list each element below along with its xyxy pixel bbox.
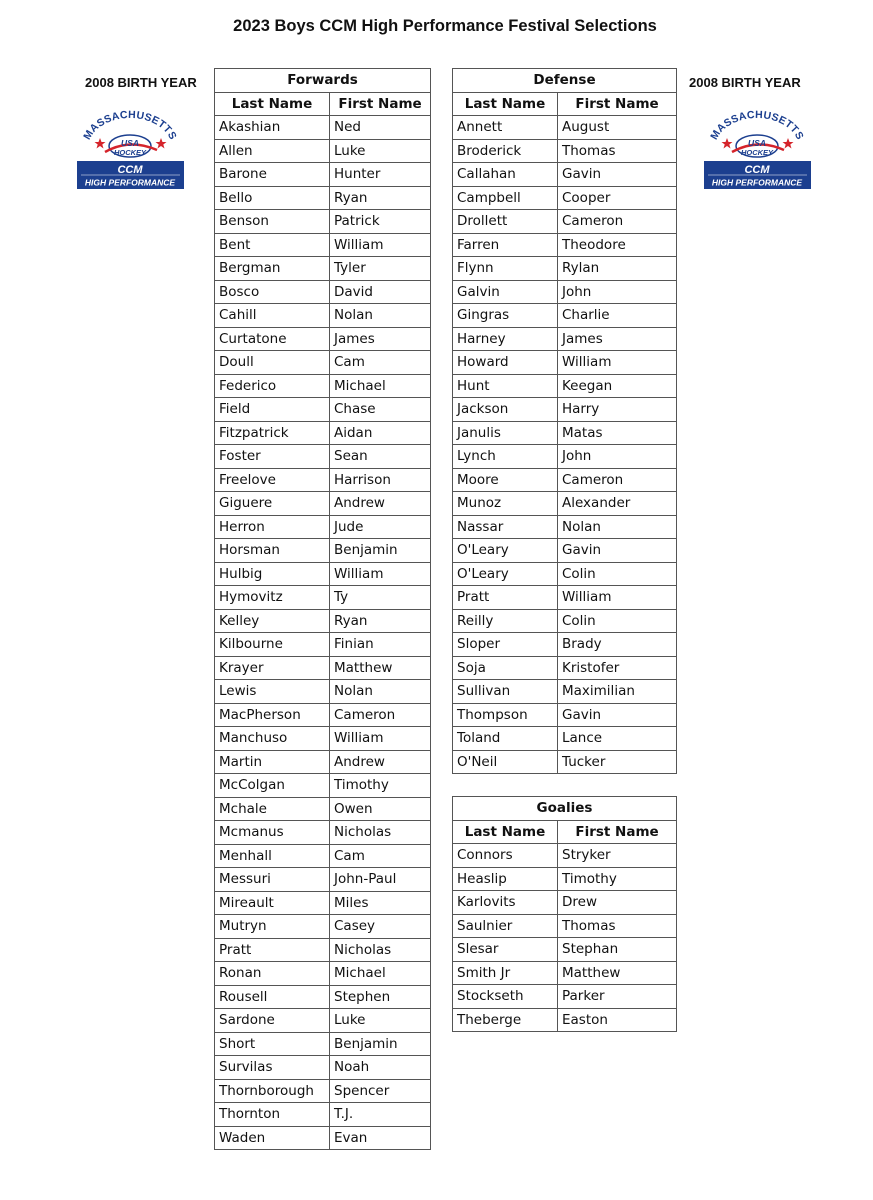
logo-ccm-text: CCM [744,164,770,176]
first-name-cell: Casey [330,915,431,939]
last-name-cell: Slesar [453,938,558,962]
last-name-cell: Fitzpatrick [215,421,330,445]
first-name-cell: Tyler [330,257,431,281]
last-name-cell: Mchale [215,797,330,821]
last-name-cell: Karlovits [453,891,558,915]
table-row [215,774,431,798]
first-name-cell: Nolan [330,304,431,328]
last-name-cell: Ronan [215,962,330,986]
last-name-cell: Barone [215,163,330,187]
last-name-cell: Farren [453,233,558,257]
last-name-cell: Reilly [453,609,558,633]
last-name-cell: Horsman [215,539,330,563]
last-name-cell: Hunt [453,374,558,398]
table-row [215,633,431,657]
defense-table [452,68,677,774]
last-name-cell: Thompson [453,703,558,727]
table-row [215,1126,431,1150]
first-name-cell: Gavin [558,163,677,187]
last-name-cell: Messuri [215,868,330,892]
first-name-cell: Cam [330,844,431,868]
first-name-cell: Chase [330,398,431,422]
first-name-cell: Matthew [330,656,431,680]
table-row [453,961,677,985]
last-name-cell: Foster [215,445,330,469]
first-name-cell: Ned [330,116,431,140]
mass-hockey-ccm-logo [75,108,186,190]
table-row [215,1056,431,1080]
last-name-cell: Moore [453,468,558,492]
last-name-cell: Mutryn [215,915,330,939]
last-name-cell: Cahill [215,304,330,328]
first-name-cell: Nicholas [330,821,431,845]
last-name-cell: Hulbig [215,562,330,586]
first-name-cell: Stryker [558,844,677,868]
first-name-cell: Nicholas [330,938,431,962]
last-name-cell: Flynn [453,257,558,281]
table-row [453,468,677,492]
table-row [453,938,677,962]
first-name-cell: Matthew [558,961,677,985]
first-name-cell: Michael [330,374,431,398]
last-name-cell: O'Leary [453,539,558,563]
table-row [215,233,431,257]
first-name-cell: Cooper [558,186,677,210]
table-row [453,867,677,891]
table-row [453,656,677,680]
last-name-cell: Harney [453,327,558,351]
table-row [453,609,677,633]
last-name-cell: Lynch [453,445,558,469]
last-name-cell: Bent [215,233,330,257]
first-name-cell: Nolan [558,515,677,539]
star-icon [722,138,733,149]
table-row [453,1008,677,1032]
birth-year-label-left: 2008 BIRTH YEAR [85,75,197,90]
last-name-cell: Theberge [453,1008,558,1032]
first-name-cell: Cameron [330,703,431,727]
page-title: 2023 Boys CCM High Performance Festival Selections [233,17,657,35]
table-row [215,680,431,704]
first-name-header: First Name [330,92,431,116]
table-row [453,445,677,469]
last-name-cell: Giguere [215,492,330,516]
last-name-cell: Sullivan [453,680,558,704]
last-name-cell: Mireault [215,891,330,915]
star-icon [156,138,167,149]
table-row [215,1079,431,1103]
mass-hockey-ccm-logo [702,108,813,190]
last-name-cell: Jackson [453,398,558,422]
goalies-title: Goalies [453,797,677,821]
first-name-cell: Harry [558,398,677,422]
first-name-cell: William [558,586,677,610]
last-name-cell: Bergman [215,257,330,281]
forwards-table [214,68,431,1150]
last-name-cell: Field [215,398,330,422]
last-name-cell: Akashian [215,116,330,140]
first-name-cell: William [558,351,677,375]
table-row [215,609,431,633]
last-name-cell: Nassar [453,515,558,539]
table-row [215,398,431,422]
first-name-cell: Colin [558,562,677,586]
last-name-cell: Freelove [215,468,330,492]
goalies-table [452,796,677,1032]
table-row [453,703,677,727]
last-name-cell: Gingras [453,304,558,328]
table-row [215,186,431,210]
first-name-cell: Patrick [330,210,431,234]
last-name-header: Last Name [215,92,330,116]
last-name-cell: Waden [215,1126,330,1150]
first-name-cell: David [330,280,431,304]
table-row [453,257,677,281]
first-name-cell: Keegan [558,374,677,398]
table-row [215,468,431,492]
last-name-cell: Bello [215,186,330,210]
table-row [453,210,677,234]
logo-usa-text: USA [121,138,139,148]
last-name-cell: Rousell [215,985,330,1009]
first-name-cell: Kristofer [558,656,677,680]
table-row [453,351,677,375]
first-name-cell: Andrew [330,492,431,516]
table-row [453,116,677,140]
table-row [215,492,431,516]
first-name-cell: Brady [558,633,677,657]
logo-usa-text: USA [748,138,766,148]
last-name-cell: Krayer [215,656,330,680]
first-name-cell: Timothy [558,867,677,891]
forwards-title: Forwards [215,69,431,93]
first-name-cell: Alexander [558,492,677,516]
last-name-cell: Munoz [453,492,558,516]
last-name-cell: Galvin [453,280,558,304]
table-row [453,727,677,751]
table-row [453,539,677,563]
last-name-cell: Survilas [215,1056,330,1080]
first-name-cell: Cameron [558,468,677,492]
last-name-cell: Martin [215,750,330,774]
last-name-cell: Campbell [453,186,558,210]
first-name-cell: John [558,280,677,304]
table-row [453,304,677,328]
table-row [215,280,431,304]
first-name-cell: Drew [558,891,677,915]
table-row [215,304,431,328]
logo-hockey-text: HOCKEY [113,148,147,157]
table-row [215,821,431,845]
last-name-cell: McColgan [215,774,330,798]
last-name-cell: Benson [215,210,330,234]
last-name-cell: Drollett [453,210,558,234]
table-row [215,515,431,539]
last-name-cell: Manchuso [215,727,330,751]
table-row [215,727,431,751]
table-row [215,210,431,234]
table-row [453,492,677,516]
logo-arc-text: MASSACHUSETTS [708,108,806,142]
first-name-cell: James [558,327,677,351]
first-name-cell: Harrison [330,468,431,492]
table-row [453,421,677,445]
table-row [453,985,677,1009]
first-name-cell: Gavin [558,703,677,727]
table-row [453,280,677,304]
first-name-cell: Theodore [558,233,677,257]
last-name-cell: Annett [453,116,558,140]
first-name-cell: Noah [330,1056,431,1080]
last-name-header: Last Name [453,92,558,116]
last-name-cell: Broderick [453,139,558,163]
star-icon [783,138,794,149]
first-name-cell: Benjamin [330,539,431,563]
table-row [453,844,677,868]
first-name-cell: T.J. [330,1103,431,1127]
table-row [215,868,431,892]
last-name-cell: O'Neil [453,750,558,774]
first-name-cell: William [330,727,431,751]
table-row [453,327,677,351]
first-name-cell: Nolan [330,680,431,704]
table-row [215,539,431,563]
defense-title: Defense [453,69,677,93]
first-name-cell: Charlie [558,304,677,328]
first-name-cell: Finian [330,633,431,657]
last-name-cell: Stockseth [453,985,558,1009]
last-name-cell: Smith Jr [453,961,558,985]
birth-year-label-right: 2008 BIRTH YEAR [689,75,801,90]
first-name-cell: Owen [330,797,431,821]
last-name-cell: Howard [453,351,558,375]
table-row [215,750,431,774]
table-row [453,891,677,915]
last-name-cell: Allen [215,139,330,163]
first-name-cell: Parker [558,985,677,1009]
first-name-cell: Gavin [558,539,677,563]
last-name-cell: Kilbourne [215,633,330,657]
last-name-cell: Doull [215,351,330,375]
table-row [453,750,677,774]
first-name-cell: Luke [330,1009,431,1033]
table-row [453,233,677,257]
last-name-cell: Bosco [215,280,330,304]
first-name-cell: Thomas [558,139,677,163]
first-name-cell: Michael [330,962,431,986]
last-name-header: Last Name [453,820,558,844]
table-row [453,515,677,539]
table-row [215,915,431,939]
table-row [453,163,677,187]
first-name-cell: Benjamin [330,1032,431,1056]
table-row [215,163,431,187]
first-name-cell: Hunter [330,163,431,187]
first-name-cell: Jude [330,515,431,539]
table-row [215,703,431,727]
table-row [453,633,677,657]
table-row [215,445,431,469]
first-name-cell: Thomas [558,914,677,938]
first-name-cell: Evan [330,1126,431,1150]
table-row [215,938,431,962]
table-row [215,844,431,868]
table-row [215,562,431,586]
last-name-cell: Soja [453,656,558,680]
first-name-cell: William [330,562,431,586]
table-row [215,962,431,986]
last-name-cell: Thornton [215,1103,330,1127]
first-name-cell: Andrew [330,750,431,774]
star-icon [95,138,106,149]
first-name-cell: Ryan [330,186,431,210]
table-row [453,680,677,704]
last-name-cell: Sloper [453,633,558,657]
logo-arc-text: MASSACHUSETTS [81,108,179,142]
logo-hp-text: HIGH PERFORMANCE [84,177,176,188]
first-name-cell: John [558,445,677,469]
logo-ccm-text: CCM [117,164,143,176]
first-name-cell: Easton [558,1008,677,1032]
first-name-cell: Rylan [558,257,677,281]
first-name-cell: John-Paul [330,868,431,892]
table-row [215,327,431,351]
table-row [215,586,431,610]
table-row [215,139,431,163]
last-name-cell: Pratt [453,586,558,610]
last-name-cell: Sardone [215,1009,330,1033]
table-row [215,1009,431,1033]
first-name-cell: Stephan [558,938,677,962]
logo-hockey-text: HOCKEY [740,148,774,157]
last-name-cell: Pratt [215,938,330,962]
table-row [453,139,677,163]
table-row [453,586,677,610]
last-name-cell: Short [215,1032,330,1056]
first-name-cell: Sean [330,445,431,469]
first-name-cell: Aidan [330,421,431,445]
last-name-cell: Herron [215,515,330,539]
last-name-cell: Janulis [453,421,558,445]
last-name-cell: Saulnier [453,914,558,938]
last-name-cell: Federico [215,374,330,398]
first-name-cell: Ryan [330,609,431,633]
first-name-cell: William [330,233,431,257]
first-name-cell: James [330,327,431,351]
first-name-header: First Name [558,820,677,844]
last-name-cell: Hymovitz [215,586,330,610]
table-row [215,374,431,398]
first-name-cell: August [558,116,677,140]
table-row [215,116,431,140]
first-name-cell: Lance [558,727,677,751]
first-name-cell: Spencer [330,1079,431,1103]
last-name-cell: Connors [453,844,558,868]
last-name-cell: Kelley [215,609,330,633]
first-name-cell: Cam [330,351,431,375]
last-name-cell: Toland [453,727,558,751]
first-name-cell: Timothy [330,774,431,798]
last-name-cell: MacPherson [215,703,330,727]
last-name-cell: Mcmanus [215,821,330,845]
first-name-cell: Colin [558,609,677,633]
table-row [215,985,431,1009]
first-name-cell: Cameron [558,210,677,234]
logo-hp-text: HIGH PERFORMANCE [711,177,803,188]
first-name-cell: Miles [330,891,431,915]
last-name-cell: Lewis [215,680,330,704]
table-row [215,421,431,445]
table-row [453,398,677,422]
first-name-cell: Tucker [558,750,677,774]
table-row [215,257,431,281]
last-name-cell: Menhall [215,844,330,868]
table-row [215,656,431,680]
last-name-cell: Callahan [453,163,558,187]
table-row [453,186,677,210]
first-name-cell: Luke [330,139,431,163]
table-row [453,914,677,938]
last-name-cell: O'Leary [453,562,558,586]
table-row [453,374,677,398]
table-row [215,351,431,375]
table-row [215,891,431,915]
first-name-cell: Maximilian [558,680,677,704]
table-row [215,1103,431,1127]
first-name-cell: Ty [330,586,431,610]
table-row [215,797,431,821]
first-name-cell: Matas [558,421,677,445]
last-name-cell: Heaslip [453,867,558,891]
first-name-header: First Name [558,92,677,116]
last-name-cell: Curtatone [215,327,330,351]
table-row [453,562,677,586]
first-name-cell: Stephen [330,985,431,1009]
last-name-cell: Thornborough [215,1079,330,1103]
table-row [215,1032,431,1056]
